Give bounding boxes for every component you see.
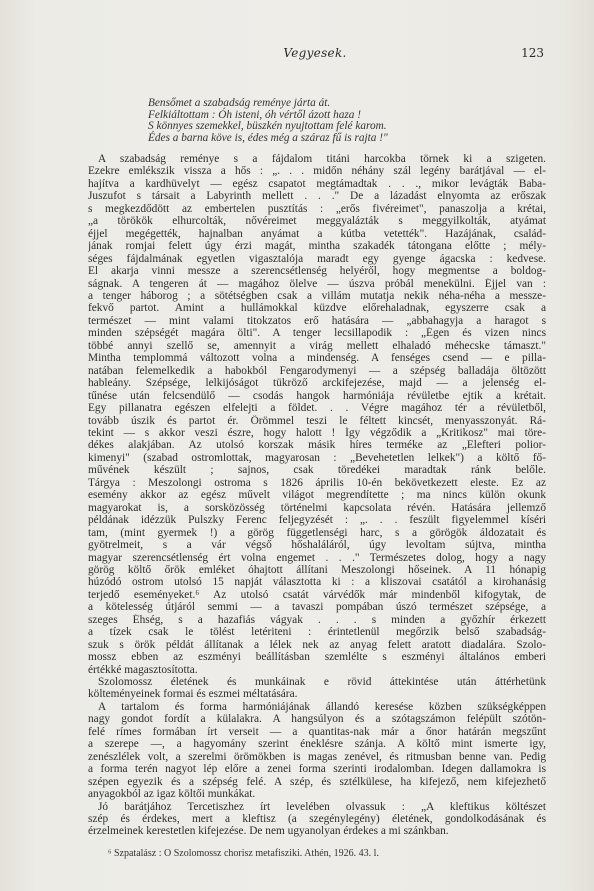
body-line: El akarja vinni messze a szerencsétlenség helyéről, hogy megmentse a boldog-: [88, 265, 546, 278]
body-line: minden szépségét magára ölti". A tenger lecsillapodik : „Égen és vizen nincs: [88, 327, 546, 340]
body-line: a forma terén nagyot lép előre a zenei forma szerinti irodalomban. Idegen dallamokra is: [88, 763, 546, 776]
body-line: tovább úszik és partot ér. Örömmel teszi le féltett kincsét, menyasszonyát. Rá-: [88, 414, 546, 427]
body-line: felé rímes formában írt verseit — a quantitas-nak már a őnor határán megszűnt: [88, 725, 546, 738]
body-line: esemény akkor az egész művelt világot megrendítette ; ma nincs külön okunk: [88, 489, 546, 502]
body-line: tűnése után felcsendülő — csodás hangok harmóniája révületbe ejtik a krétait.: [88, 389, 546, 402]
body-line: a szerepe —, a hagyomány szerint éneklésre szánja. A költő mint ismerte igy,: [88, 738, 546, 751]
body-line: magyar szerencsétlenség ért volna engemet . . ." Természetes dolog, hogy a nagy: [88, 551, 546, 564]
body-line: mossz ebben az eszményi beállításban szemlélte s eszményi általános emberi: [88, 651, 546, 664]
body-line: Ezekre emlékszik vissza a hős : „. . . midőn néhány szál legény barátjával — el-: [88, 165, 546, 178]
body-line: magyarokat is, a sorsközösség történelmi kapcsolata révén. Hatására jellemző: [88, 501, 546, 514]
body-line: terjedő eseményeket.⁶ Az utolsó csatát várvédők már mindenből kifogytak, de: [88, 588, 546, 601]
body-line: Tárgya : Meszolongi ostroma s 1826 április 10-én bekövetkezett eleste. Ez az: [88, 476, 546, 489]
footnote: ⁶ Szpatalász : O Szolomossz chorisz metafisziki. Athén, 1926. 43. l.: [108, 848, 379, 859]
body-line: a kötelesség útjáról semmi — a tavaszi pompában úszó természet szépsége, a: [88, 601, 546, 614]
body-line: fekvő partot. Amint a hullámokkal küzdve előrehaladnak, egyszerre csak a: [88, 302, 546, 315]
body-line: A szabadság reménye s a fájdalom titáni harcokba törnek ki a szigeten.: [98, 153, 546, 165]
body-line: séges fájdalmának egyetlen vigasztalója maradt egy gyenge ágacska : kedvese.: [88, 252, 546, 265]
body-line: natában felemelkedik a habokból Fengarodymenyi — a szépség balladája öltözött: [88, 364, 546, 377]
body-text: [88, 153, 546, 838]
body-line: „a törökök elhurcolták, nővéreimet meggyalázták s meggyilkolták, atyámat: [88, 215, 546, 228]
body-line: Mintha templommá változott volna a mindenség. A fenséges csend — e pilla-: [88, 352, 546, 365]
poem-line: Édes a barna köve is, édes még a száraz fű is rajta !": [148, 131, 388, 144]
body-line: zenészlélek volt, a szerelmi örömökben is magas zenével, és ritmusban benne van. Pedig: [88, 750, 546, 763]
body-line: művének készült ; sajnos, csak töredékei maradtak ránk belőle.: [88, 464, 546, 477]
body-line: Egy pillanatra egészen elfelejti a földet. . . Végre magához tér a révületből,: [88, 402, 546, 415]
body-line: többé annyi szellő se, amennyit a virág mellett elhaladó méhecske támaszt.": [88, 339, 546, 352]
body-line: Jó barátjához Tercetiszhez írt levelében olvassuk : „A kleftikus költészet: [98, 800, 546, 813]
body-line: természet — mint valami titokzatos erő hatására — „abbahagyja a haragot s: [88, 314, 546, 327]
body-line: tekint — s akkor veszi észre, hogy halott ! Így végződik a „Kritikosz" mai töre-: [88, 426, 546, 439]
body-line: húzódó ostrom utolsó 15 napját választotta ki : a kliszovai csatától a kirohanásig: [88, 576, 546, 589]
body-line: kimenyi" (szabad ostromlottak, magyarosan : „Bevehetetlen lelkek") a költő fő-: [88, 451, 546, 464]
body-line: görög költő őrök emléket óhajtott állítani Meszolongi hőseinek. A 11 hónapig: [88, 563, 546, 576]
body-line: s megkezdődött az embertelen pusztítás : „erős fivéreimet", panaszolja a krétai,: [88, 202, 546, 215]
body-line: tam, (mint gyermek !) a görög függetlenségi harc, s a görögök áldozatait és: [88, 526, 546, 539]
running-title: Vegyesek.: [283, 46, 347, 60]
body-line: szuk s örök példát állítanak a lélek nek az anyag felett aratott diadalára. Szolo-: [88, 638, 546, 651]
running-header: [86, 46, 544, 66]
body-line: példának idézzük Pulszky Ferenc feljegyzését : „. . . feszült figyelemmel kíséri: [88, 514, 546, 527]
body-line: Szolomossz életének és munkáinak e rövid áttekintése után áttérhetünk: [98, 676, 546, 689]
body-line: nagy gondot fordít a külalakra. A hangsúlyon és a szótagszámon felépült szótön-: [88, 713, 546, 726]
body-line: dékes alakjában. Az utolsó korszak másik híres terméke az „Elefteri polior-: [88, 439, 546, 452]
body-line: éjjel megégették, hajnalban anyámat a kútba vetették". Hazájának, család-: [88, 227, 546, 240]
body-line: anyagokból az igaz költői munkákat.: [88, 788, 256, 801]
body-line: jának romjai felett úgy érzi magát, mintha szakadék tátongana előtte ; mély-: [88, 240, 546, 253]
body-line: költeményeinek formai és eszmei méltatására.: [88, 688, 298, 701]
body-line: A tartalom és forma harmóniájának állandó keresése közben szükségképpen: [98, 700, 546, 713]
poem-line: S könnyes szemekkel, büszkén nyujtottam felé karom.: [148, 120, 387, 132]
poem-line: Felkiáltottam : Óh isteni, óh vértől ázott haza !: [148, 108, 362, 121]
body-line: a tízek csak le tölést letériteni : érintetlenül megőrzik belső szabadság-: [88, 626, 546, 639]
body-line: hableány. Szépsége, lelkijóságot tükröző arckifejezése, majd — a jelenség el-: [88, 377, 546, 390]
body-line: hajítva a kardhüvelyt — egész csapatot megtámadtak . . ., mikor levágták Baba-: [88, 177, 546, 190]
body-line: szép és érdekes, mert a kleftisz (a szegénylegény) életének, gondolkodásának és: [88, 813, 546, 826]
body-line: szépen egyezik és a szépség felé. A szép, és sztélkülese, ha kifejező, nem kifejezhető: [88, 775, 546, 788]
body-line: érzelmeinek kerestetlen kifejezése. De nem ugyanolyan érdekes a mi szánkban.: [88, 825, 449, 838]
page-number: 123: [521, 46, 544, 60]
body-line: ságnak. A tengeren át — magához ölelve — úszva próbál menekülni. Éjjel van :: [88, 277, 546, 290]
poem-quote: [148, 98, 528, 144]
body-line: szeges Éhség, s a hazafiás vágyak . . . s minden a győzhír érkezett: [88, 613, 546, 626]
poem-line: Bensőmet a szabadság reménye járta át.: [148, 97, 331, 109]
body-line: értékké magasztosította.: [88, 663, 198, 676]
body-line: gyötrelmeit, s a vár végső hőshaláláról, úgy levoltam sújtva, mintha: [88, 539, 546, 552]
body-line: a tenger háborog ; a sötétségben csak a villám mutatja nekik néha-néha a messze-: [88, 289, 546, 302]
body-line: Juszufot s társait a Labyrinth mellett . . ." De a lázadást elnyomta az erőszak: [88, 190, 546, 203]
